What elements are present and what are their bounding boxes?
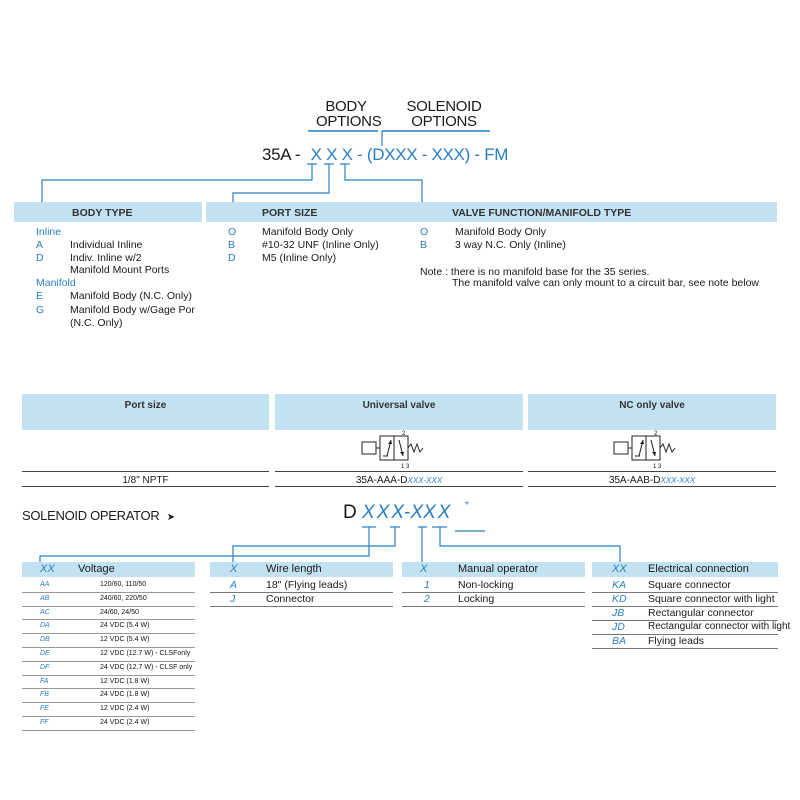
table-row bbox=[22, 703, 195, 717]
solenoid-options-line1: SOLENOID bbox=[406, 98, 482, 115]
body-options-line1: BODY bbox=[325, 98, 367, 115]
body-type-desc: Manifold Body w/Gage Por bbox=[70, 304, 195, 316]
voltage-header-label: Voltage bbox=[78, 563, 115, 575]
wire-length-table bbox=[210, 579, 393, 607]
table-row bbox=[22, 579, 195, 593]
port-size-desc: #10-32 UNF (Inline Only) bbox=[262, 239, 379, 251]
manual-operator-table bbox=[402, 579, 585, 607]
arrow-right-icon: ➤ bbox=[166, 512, 175, 523]
electrical-code: JB bbox=[612, 607, 625, 619]
electrical-value: Rectangular connector bbox=[648, 607, 754, 619]
universal-part-number bbox=[275, 474, 523, 487]
electrical-code: KD bbox=[612, 593, 627, 605]
body-type-code: A bbox=[36, 239, 44, 251]
universal-code: 35A-AAA-D bbox=[355, 475, 408, 486]
table2-rule bbox=[275, 471, 523, 472]
table2-rule bbox=[22, 471, 269, 472]
manual-code: 2 bbox=[424, 593, 430, 605]
voltage-value: 12 VDC (1.8 W) bbox=[100, 677, 150, 685]
voltage-code: XX bbox=[362, 502, 392, 523]
wire-length-header bbox=[210, 562, 393, 577]
voltage-value: 120/60, 110/50 bbox=[100, 581, 147, 588]
body-type-code: E bbox=[36, 290, 44, 302]
universal-valve-symbol bbox=[358, 430, 448, 470]
port-size-code: O bbox=[228, 226, 237, 238]
voltage-table bbox=[22, 579, 195, 731]
header-body-type: BODY TYPE bbox=[72, 207, 133, 219]
solenoid-options-line2: OPTIONS bbox=[411, 113, 477, 130]
electrical-connection-header bbox=[592, 562, 778, 577]
port-size-value: 1/8" NPTF bbox=[122, 475, 169, 486]
body-type-code: D bbox=[36, 252, 44, 264]
electrical-header-label: Electrical connection bbox=[648, 563, 749, 575]
header-port-size: PORT SIZE bbox=[262, 207, 318, 219]
code-connector-lines bbox=[0, 0, 800, 210]
voltage-value: 24 VDC (1.8 W) bbox=[100, 691, 150, 699]
voltage-code: FF bbox=[40, 718, 49, 726]
table1-header-band-2 bbox=[206, 202, 777, 222]
body-type-desc: Indiv. Inline w/2 bbox=[70, 252, 142, 264]
table-row bbox=[592, 621, 791, 635]
electrical-code: KA bbox=[612, 579, 627, 591]
voltage-code: DA bbox=[40, 622, 50, 630]
voltage-value: 24 VDC (5.4 W) bbox=[100, 622, 150, 630]
nc-valve-header-label: NC only valve bbox=[619, 400, 685, 411]
table-row bbox=[22, 676, 195, 690]
table-row bbox=[402, 579, 585, 593]
wire-code: A bbox=[230, 579, 238, 591]
table-row bbox=[22, 717, 195, 731]
table-row bbox=[22, 607, 195, 621]
table-row bbox=[592, 607, 778, 621]
electrical-value: Flying leads bbox=[648, 635, 705, 647]
port-size-desc: M5 (Inline Only) bbox=[262, 252, 337, 264]
body-type-code: G bbox=[36, 304, 45, 316]
universal-suffix: XXX-XXX bbox=[407, 476, 443, 485]
manual-operator-header bbox=[402, 562, 585, 577]
table-row bbox=[592, 593, 778, 607]
body-type-desc: Individual Inline bbox=[70, 239, 143, 251]
voltage-value: 24/60, 24/50 bbox=[100, 608, 139, 616]
manual-header-label: Manual operator bbox=[458, 563, 539, 575]
port-13-label: 1 3 bbox=[401, 464, 410, 470]
body-type-desc-cont: (N.C. Only) bbox=[70, 317, 123, 329]
manual-code: 1 bbox=[424, 579, 430, 591]
port-2-label: 2 bbox=[654, 431, 658, 437]
electrical-code: XX bbox=[423, 502, 453, 523]
solenoid-operator-text: SOLENOID OPERATOR bbox=[22, 508, 160, 523]
valve-function-code: B bbox=[420, 239, 428, 251]
nc-suffix: XXX-XXX bbox=[660, 476, 696, 485]
electrical-code: JD bbox=[612, 621, 625, 633]
electrical-code: BA bbox=[612, 635, 627, 647]
body-options-line2: OPTIONS bbox=[316, 113, 382, 130]
table-row bbox=[22, 620, 195, 634]
wire-value: Connector bbox=[266, 593, 315, 605]
electrical-value: Rectangular connector with light bbox=[648, 621, 791, 632]
valve-function-code: O bbox=[420, 226, 429, 238]
wire-code: X bbox=[391, 502, 405, 523]
solenoid-code-prefix: D bbox=[343, 502, 357, 523]
table-row bbox=[22, 648, 195, 662]
table-row bbox=[402, 593, 585, 607]
electrical-connection-table bbox=[592, 579, 791, 649]
nc-valve-symbol bbox=[610, 430, 700, 470]
port-size-code: D bbox=[228, 252, 236, 264]
model-code bbox=[262, 145, 508, 165]
solenoid-code: (DXXX - XXX) - FM bbox=[366, 145, 509, 164]
manual-value: Non-locking bbox=[458, 579, 514, 591]
voltage-value: 12 VDC (5.4 W) bbox=[100, 636, 150, 644]
model-prefix: 35A - bbox=[262, 145, 301, 164]
wire-header-code: X bbox=[230, 563, 238, 575]
wire-code: J bbox=[230, 593, 236, 605]
manifold-label: Manifold bbox=[36, 277, 76, 289]
table-row bbox=[592, 579, 778, 593]
table-row bbox=[592, 635, 778, 649]
voltage-code: FE bbox=[40, 705, 49, 713]
voltage-value: 12 VDC (2.4 W) bbox=[100, 705, 150, 713]
port-size-header bbox=[22, 394, 269, 430]
voltage-header bbox=[22, 562, 195, 577]
body-code: X X X bbox=[310, 145, 353, 164]
nc-code: 35A-AAB-D bbox=[608, 475, 661, 486]
voltage-code: AA bbox=[40, 581, 50, 588]
table-row bbox=[22, 689, 195, 703]
manual-header-code: X bbox=[420, 563, 428, 575]
voltage-code: FA bbox=[40, 677, 49, 685]
voltage-code: DE bbox=[40, 649, 50, 657]
body-type-desc-cont: Manifold Mount Ports bbox=[70, 264, 170, 276]
header-valve-function: VALVE FUNCTION/MANIFOLD TYPE bbox=[452, 207, 632, 219]
inline-label: Inline bbox=[36, 226, 62, 238]
table-row bbox=[22, 593, 195, 607]
port-13-label: 1 3 bbox=[653, 464, 662, 470]
table-row bbox=[210, 593, 393, 607]
table-row bbox=[210, 579, 393, 593]
electrical-header-code: XX bbox=[612, 563, 627, 575]
voltage-code: DB bbox=[40, 636, 50, 644]
code-dash: - bbox=[357, 145, 363, 164]
port-size-desc: Manifold Body Only bbox=[262, 226, 354, 238]
port-size-code: B bbox=[228, 239, 236, 251]
table2-rule bbox=[528, 471, 776, 472]
voltage-code: FB bbox=[40, 691, 49, 699]
wire-value: 18" (Flying leads) bbox=[266, 579, 348, 591]
table-row bbox=[22, 634, 195, 648]
port-2-label: 2 bbox=[402, 431, 406, 437]
voltage-value: 24 VDC (12.7 W) - CLSF only bbox=[100, 663, 193, 671]
asterisk: * bbox=[465, 500, 469, 511]
wire-header-label: Wire length bbox=[266, 563, 322, 575]
electrical-value: Square connector bbox=[648, 579, 731, 591]
voltage-code: AC bbox=[40, 608, 50, 616]
voltage-value: 12 VDC (12.7 W) - CLSFonly bbox=[100, 649, 191, 657]
body-type-desc: Manifold Body (N.C. Only) bbox=[70, 290, 192, 302]
manual-value: Locking bbox=[458, 593, 495, 605]
note-line2: The manifold valve can only mount to a circuit bar, see note below bbox=[452, 277, 760, 289]
voltage-value: 24 VDC (2.4 W) bbox=[100, 718, 150, 726]
universal-valve-header-label: Universal valve bbox=[362, 400, 436, 411]
electrical-value: Square connector with light bbox=[648, 593, 775, 605]
voltage-code: AB bbox=[40, 594, 50, 602]
voltage-value: 240/60, 220/50 bbox=[100, 594, 147, 602]
voltage-header-code: XX bbox=[40, 563, 55, 575]
nc-valve-header bbox=[528, 394, 776, 430]
nc-part-number bbox=[528, 474, 776, 487]
port-size-header-label: Port size bbox=[124, 400, 167, 411]
valve-function-desc: Manifold Body Only bbox=[455, 226, 547, 238]
universal-valve-header bbox=[275, 394, 523, 430]
voltage-code: DF bbox=[40, 663, 50, 671]
valve-function-desc: 3 way N.C. Only (Inline) bbox=[455, 239, 566, 251]
note-line1: Note : there is no manifold base for the 35 series. bbox=[420, 266, 650, 278]
table-row bbox=[22, 662, 195, 676]
solenoid-dash: - bbox=[404, 502, 411, 523]
table1-header-band bbox=[14, 202, 202, 222]
manual-code: X bbox=[410, 502, 424, 523]
